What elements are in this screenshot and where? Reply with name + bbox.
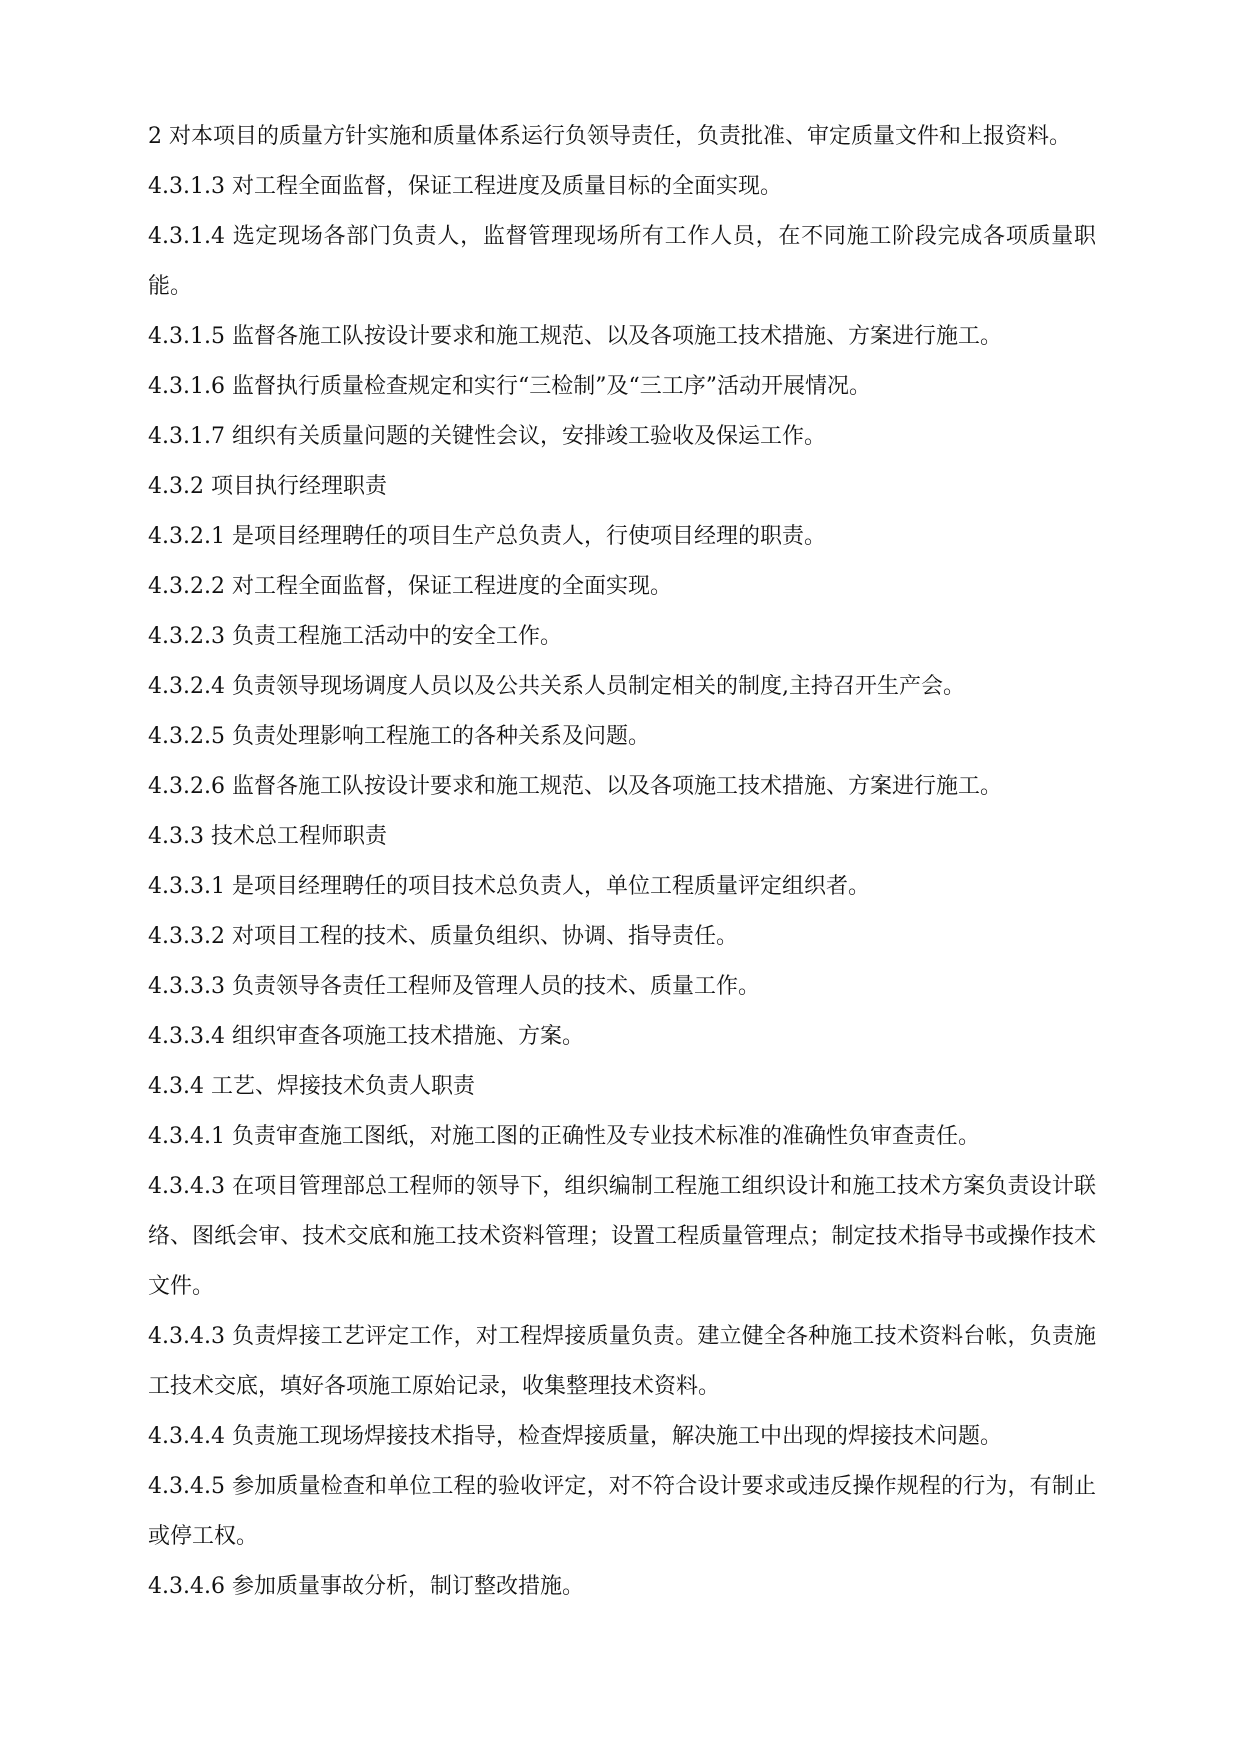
paragraph-4-3-1-6: 4.3.1.6 监督执行质量检查规定和实行“三检制”及“三工序”活动开展情况。 <box>148 374 871 399</box>
paragraph-4-3-2-6: 4.3.2.6 监督各施工队按设计要求和施工规范、以及各项施工技术措施、方案进行施工。 <box>148 774 1002 799</box>
paragraph-4-3-4-4: 4.3.4.4 负责施工现场焊接技术指导，检查焊接质量，解决施工中出现的焊接技术问题。 <box>148 1424 1002 1449</box>
paragraph-4-3-4-3-b: 4.3.4.3 负责焊接工艺评定工作，对工程焊接质量负责。建立健全各种施工技术资料台帐，负责施工技术交底，填好各项施工原始记录，收集整理技术资料。 <box>148 1324 1096 1399</box>
paragraph-4-3-2-2: 4.3.2.2 对工程全面监督，保证工程进度的全面实现。 <box>148 574 672 599</box>
paragraph-4-3-4-3-a: 4.3.4.3 在项目管理部总工程师的领导下，组织编制工程施工组织设计和施工技术方案负责设计联络、图纸会审、技术交底和施工技术资料管理；设置工程质量管理点；制定技术指导书或操作技术文件。 <box>148 1174 1096 1299</box>
paragraph-4-3-3-1: 4.3.3.1 是项目经理聘任的项目技术总负责人，单位工程质量评定组织者。 <box>148 874 870 899</box>
paragraph-4-3-2-4: 4.3.2.4 负责领导现场调度人员以及公共关系人员制定相关的制度,主持召开生产会。 <box>148 674 965 699</box>
paragraph-quality-policy: 2 对本项目的质量方针实施和质量体系运行负领导责任，负责批准、审定质量文件和上报资料。 <box>148 124 1071 149</box>
paragraph-4-3-1-5: 4.3.1.5 监督各施工队按设计要求和施工规范、以及各项施工技术措施、方案进行施工。 <box>148 324 1002 349</box>
heading-4-3-4: 4.3.4 工艺、焊接技术负责人职责 <box>148 1074 475 1099</box>
heading-4-3-3: 4.3.3 技术总工程师职责 <box>148 824 387 849</box>
paragraph-4-3-4-6: 4.3.4.6 参加质量事故分析，制订整改措施。 <box>148 1574 584 1599</box>
paragraph-4-3-3-2: 4.3.3.2 对项目工程的技术、质量负组织、协调、指导责任。 <box>148 924 738 949</box>
paragraph-4-3-2-3: 4.3.2.3 负责工程施工活动中的安全工作。 <box>148 624 562 649</box>
paragraph-4-3-4-1: 4.3.4.1 负责审查施工图纸，对施工图的正确性及专业技术标准的准确性负审查责任。 <box>148 1124 980 1149</box>
paragraph-4-3-3-4: 4.3.3.4 组织审查各项施工技术措施、方案。 <box>148 1024 584 1049</box>
heading-4-3-2: 4.3.2 项目执行经理职责 <box>148 474 387 499</box>
document-page <box>148 112 1096 1612</box>
paragraph-4-3-4-5: 4.3.4.5 参加质量检查和单位工程的验收评定，对不符合设计要求或违反操作规程的行为，有制止或停工权。 <box>148 1474 1096 1549</box>
paragraph-4-3-1-7: 4.3.1.7 组织有关质量问题的关键性会议，安排竣工验收及保运工作。 <box>148 424 826 449</box>
paragraph-4-3-1-3: 4.3.1.3 对工程全面监督，保证工程进度及质量目标的全面实现。 <box>148 174 782 199</box>
paragraph-4-3-2-5: 4.3.2.5 负责处理影响工程施工的各种关系及问题。 <box>148 724 650 749</box>
paragraph-4-3-2-1: 4.3.2.1 是项目经理聘任的项目生产总负责人，行使项目经理的职责。 <box>148 524 826 549</box>
paragraph-4-3-1-4: 4.3.1.4 选定现场各部门负责人，监督管理现场所有工作人员，在不同施工阶段完成各项质量职能。 <box>148 224 1096 299</box>
paragraph-4-3-3-3: 4.3.3.3 负责领导各责任工程师及管理人员的技术、质量工作。 <box>148 974 760 999</box>
